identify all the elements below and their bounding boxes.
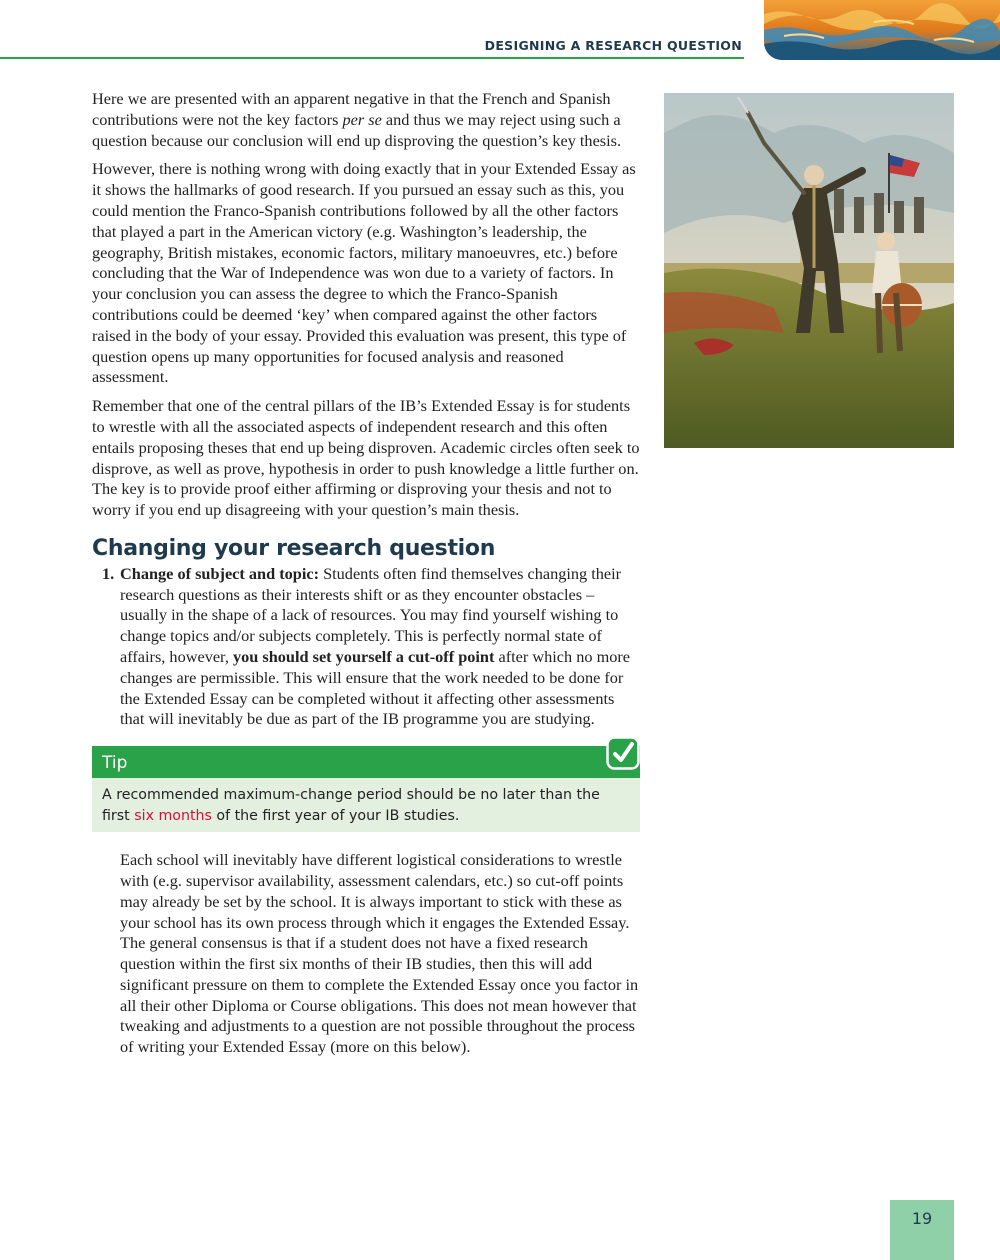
tip-label: Tip xyxy=(102,753,128,774)
paragraph-1-text-a: Here we are presented with an apparent negative in that the French and Spanish contributions were not the key factors xyxy=(92,89,611,129)
tip-box xyxy=(92,746,640,832)
list-item-text-a: Students often find themselves changing their research questions as their interests shift or as they encounter obstacles – usually in the shape of a lack of resources. You may find yourself wishing to change topics and/or subjects completely. This is perfectly normal state of affairs, however, xyxy=(120,563,622,666)
paragraph-1-italic: per se xyxy=(342,109,382,129)
header-rule xyxy=(0,57,744,59)
section-heading: Changing your research question xyxy=(92,535,496,561)
list-number: 1. xyxy=(102,563,115,583)
tip-body xyxy=(92,778,640,832)
list-item-emphasis: you should set yourself a cut-off point xyxy=(232,646,495,666)
paragraph-1 xyxy=(92,89,640,151)
tip-header xyxy=(92,746,640,778)
list-item xyxy=(92,564,640,730)
paragraph-1-text-b: and thus we may reject using such a question because our conclusion will end up disproving the question’s key thesis. xyxy=(92,109,622,150)
header-decorative-image xyxy=(764,0,1000,60)
running-header: DESIGNING A RESEARCH QUESTION xyxy=(484,38,742,53)
tip-text-a: A recommended maximum-change period should be no later than the first xyxy=(102,787,600,825)
historical-painting xyxy=(664,93,954,448)
main-text-column xyxy=(92,89,640,1066)
paragraph-2: However, there is nothing wrong with doing exactly that in your Extended Essay as it shows the hallmarks of good research. If you pursued an essay such as this, you could mention the Franco-Spanish contributions followed by all the other factors that played a part in the American victory (e.g. Washington’s leadership, the geography, British mistakes, economic factors, military manoeuvres, etc.) before concluding that the War of Independence was won due to a variety of factors. In your conclusion you can assess the degree to which the Franco-Spanish contributions could be deemed ‘key’ when compared against the other factors raised in the body of your essay. Provided this evaluation was present, this type of question opens up many opportunities for focused analysis and reasoned assessment. xyxy=(92,159,636,387)
list-item-lead: Change of subject and topic: xyxy=(120,563,320,583)
paragraph-3: Remember that one of the central pillars of the IB’s Extended Essay is for students to wrestle with all the associated aspects of independent research and this often entails proposing theses that end up being disproven. Academic circles often seek to disprove, as well as prove, hypothesis in order to push knowledge a little further on. The key is to provide proof either affirming or disproving your thesis and not to worry if you end up disagreeing with your question’s main thesis. xyxy=(92,396,640,520)
tip-highlight: six months xyxy=(134,808,212,825)
continuation-paragraph: Each school will inevitably have different logistical considerations to wrestle with (e.g. supervisor availability, assessment calendars, etc.) so cut-off points may already be set by the school. It is always important to stick with these as your school has its own process through which it engages the Extended Essay. The general consensus is that if a student does not have a fixed research question within the first six months of their IB studies, then this will add significant pressure on them to complete the Extended Essay once you factor in all their other Diploma or Course obligations. This does not mean however that tweaking and adjustments to a question are not possible throughout the process of writing your Extended Essay (more on this below). xyxy=(120,850,639,1057)
checkmark-icon xyxy=(606,736,640,770)
page-number: 19 xyxy=(890,1200,954,1260)
list-item-text-b: after which no more changes are permissible. This will ensure that the work needed to be done for the Extended Essay can be completed without it affecting other assessments that will inevitably be due as part of the IB programme you are studying. xyxy=(120,646,631,729)
tip-text-b: of the first year of your IB studies. xyxy=(211,808,460,825)
